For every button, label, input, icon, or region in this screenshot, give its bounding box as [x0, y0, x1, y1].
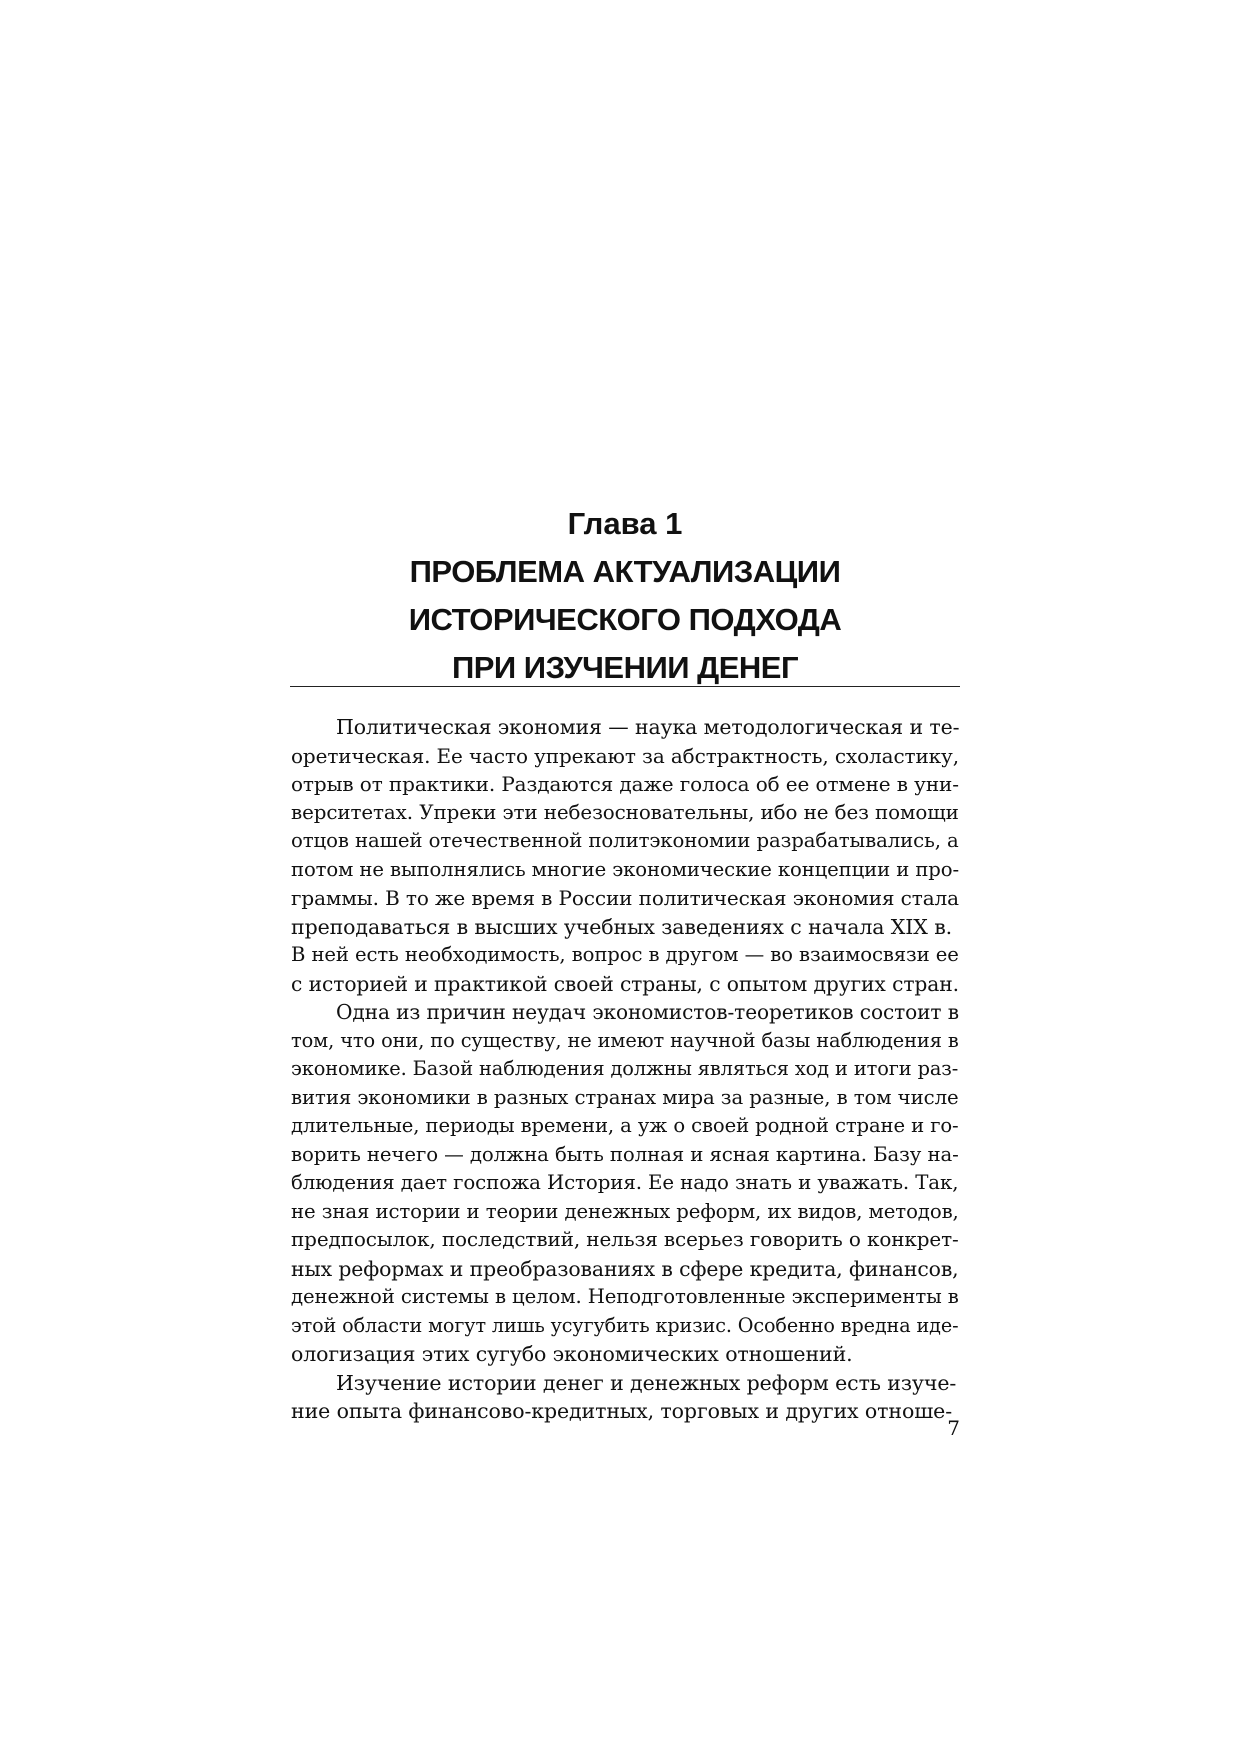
text-line: граммы. В то же время в России политическая экономия стала: [291, 886, 959, 910]
text-line: Одна из причин неудач экономистов-теоретиков состоит в: [336, 1000, 959, 1024]
title-divider: [290, 686, 960, 687]
text-line: Политическая экономия — наука методологическая и те-: [336, 715, 960, 739]
text-line: отрыв от практики. Раздаются даже голоса об ее отмене в уни-: [291, 772, 959, 796]
text-line: ных реформах и преобразованиях в сфере кредита, финансов,: [291, 1256, 959, 1281]
text-line: Изучение истории денег и денежных реформ есть изуче-: [336, 1370, 957, 1395]
text-line: оретическая. Ее часто упрекают за абстрактность, схоластику,: [291, 743, 959, 768]
text-line: том, что они, по существу, не имеют научной базы наблюдения в: [291, 1028, 959, 1052]
text-line: ологизация этих сугубо экономических отношений.: [291, 1342, 853, 1366]
text-line: вития экономики в разных странах мира за разные, в том числе: [291, 1085, 959, 1109]
text-line: ворить нечего — должна быть полная и ясная картина. Базу на-: [291, 1142, 959, 1166]
text-line: не зная истории и теории денежных реформ, их видов, методов,: [291, 1199, 959, 1223]
text-line: отцов нашей отечественной политэкономии разрабатывались, а: [291, 829, 959, 852]
paragraph-1: [291, 713, 961, 998]
body-text: [291, 713, 961, 1426]
text-line: верситетах. Упреки эти небезосновательны, ибо не без помощи: [291, 800, 959, 824]
text-line: с историей и практикой своей страны, с опытом других стран.: [291, 971, 959, 996]
text-line: ние опыта финансово-кредитных, торговых и других отноше-: [291, 1399, 953, 1423]
chapter-title-line: ПРИ ИЗУЧЕНИИ ДЕНЕГ: [451, 650, 799, 685]
text-line: преподаваться в высших учебных заведениях с начала XIX в.: [291, 914, 953, 939]
text-line: В ней есть необходимость, вопрос в другом — во взаимосвязи ее: [291, 943, 959, 966]
page-number: 7: [947, 1416, 960, 1440]
chapter-title-line: ИСТОРИЧЕСКОГО ПОДХОДА: [408, 602, 842, 637]
text-line: длительные, периоды времени, а уж о своей родной стране и го-: [291, 1114, 959, 1137]
text-line: экономике. Базой наблюдения должны являться ход и итоги раз-: [291, 1057, 959, 1080]
text-line: предпосылок, последствий, нельзя всерьез говорить о конкрет-: [291, 1228, 959, 1251]
text-line: этой области могут лишь усугубить кризис. Особенно вредна иде-: [291, 1313, 959, 1337]
chapter-title-line: ПРОБЛЕМА АКТУАЛИЗАЦИИ: [409, 554, 841, 589]
chapter-heading: [290, 500, 960, 692]
chapter-number: Глава 1: [567, 506, 683, 541]
paragraph-2: [291, 998, 961, 1369]
text-line: потом не выполнялись многие экономические концепции и про-: [291, 857, 959, 881]
paragraph-3: [291, 1369, 961, 1426]
text-line: блюдения дает госпожа История. Ее надо знать и уважать. Так,: [291, 1171, 959, 1194]
text-line: денежной системы в целом. Неподготовленные эксперименты в: [291, 1285, 959, 1308]
